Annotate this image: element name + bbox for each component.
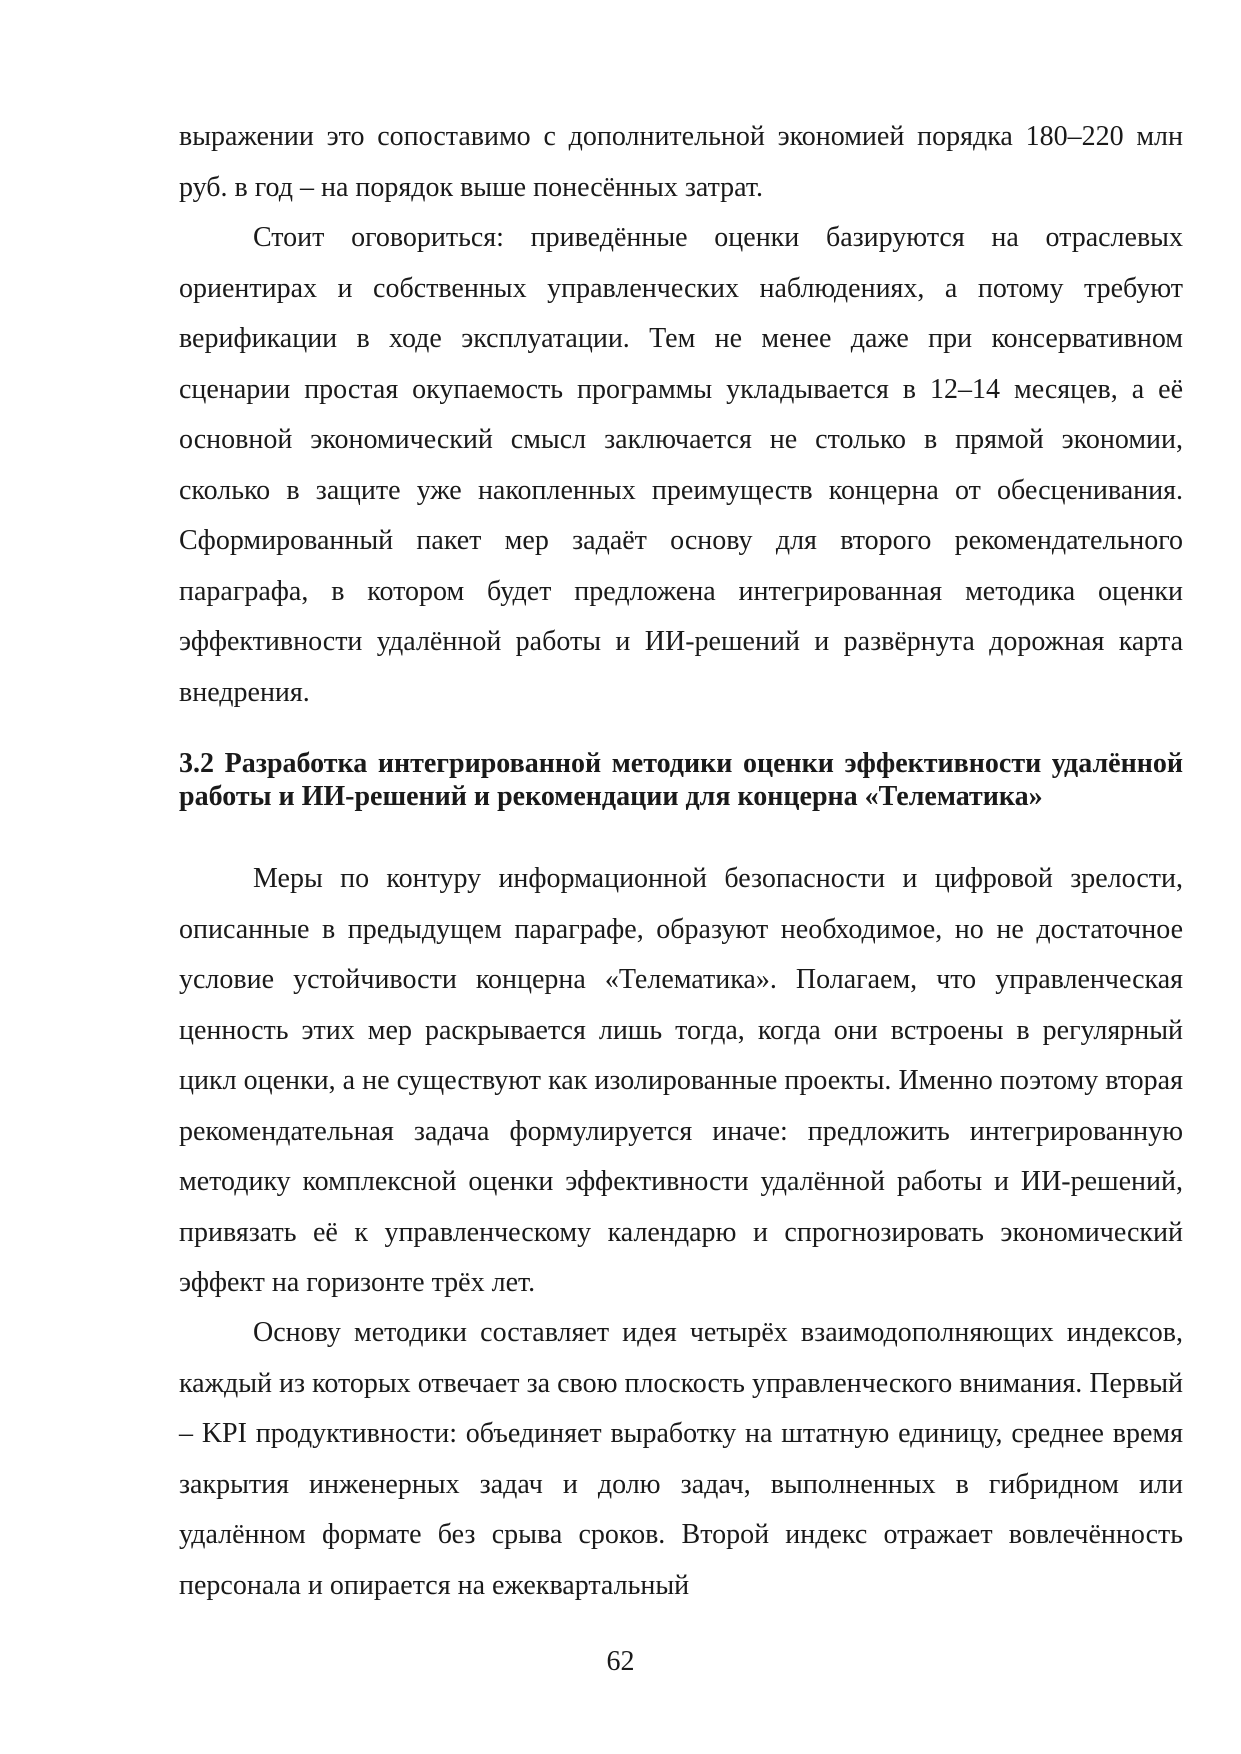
paragraph-caveat: Стоит оговориться: приведённые оценки базируются на отраслевых ориентирах и собственных управленческих наблюдениях, а потому требуют верификации в ходе эксплуатации. Тем не менее даже при консервативном сценарии простая окупаемость программы укладывается в 12–14 месяцев, а её основной экономический смысл заключается не столько в прямой экономии, сколько в защите уже накопленных преимуществ концерна от обесценивания. Сформированный пакет мер задаёт основу для второго рекомендательного параграфа, в котором будет предложена интегрированная методика оценки эффективности удалённой работы и ИИ-решений и развёрнута дорожная карта внедрения. [179, 222, 1183, 708]
paragraph-methodology: Основу методики составляет идея четырёх взаимодополняющих индексов, каждый из которых отвечает за свою плоскость управленческого внимания. Первый – KPI продуктивности: объединяет выработку на штатную единицу, среднее время закрытия инженерных задач и долю задач, выполненных в гибридном или удалённом формате без срыва сроков. Второй индекс отражает вовлечённость персонала и опирается на ежеквартальный [179, 1317, 1183, 1601]
paragraph-intro: Меры по контуру информационной безопасности и цифровой зрелости, описанные в предыдущем параграфе, образуют необходимое, но не достаточное условие устойчивости концерна «Телематика». Полагаем, что управленческая ценность этих мер раскрывается лишь тогда, когда они встроены в регулярный цикл оценки, а не существуют как изолированные проекты. Именно поэтому вторая рекомендательная задача формулируется иначе: предложить интегрированную методику комплексной оценки эффективности удалённой работы и ИИ-решений, привязать её к управленческому календарю и спрогнозировать экономический эффект на горизонте трёх лет. [179, 863, 1183, 1298]
paragraph-continuation: выражении это сопоставимо с дополнительной экономией порядка 180–220 млн руб. в год – на порядок выше понесённых затрат. [179, 121, 1183, 203]
section-heading: 3.2 Разработка интегрированной методики оценки эффективности удалённой работы и ИИ-решений и рекомендации для концерна «Телематика» [179, 748, 1183, 812]
page-number: 62 [606, 1646, 635, 1677]
